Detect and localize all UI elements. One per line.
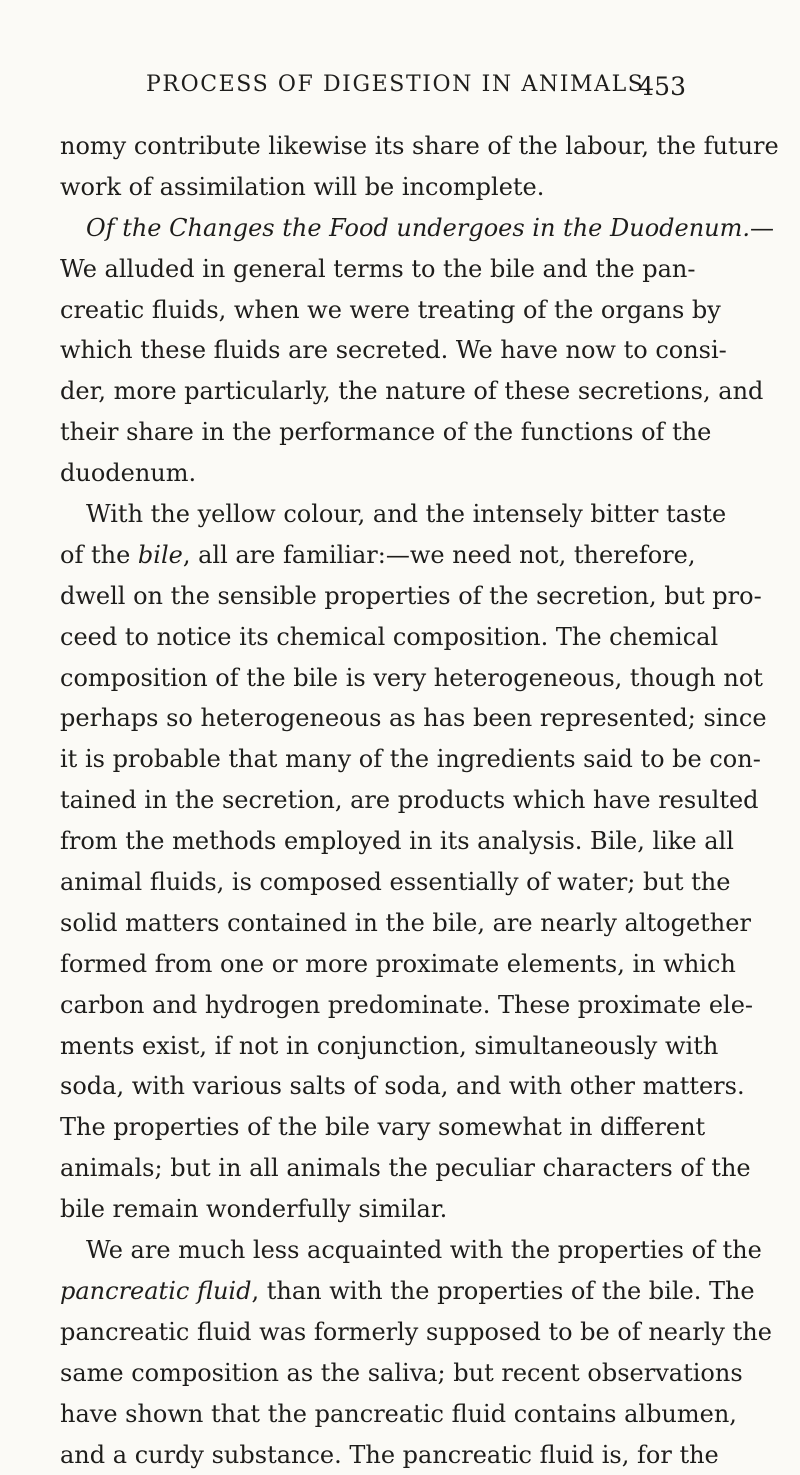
text-run: duodenum.: [60, 459, 196, 487]
text-line: [60, 1107, 685, 1148]
text-run: formed from one or more proximate elements, in which: [60, 950, 736, 978]
italic-text: bile: [138, 541, 183, 569]
text-line: [60, 535, 685, 576]
text-run: solid matters contained in the bile, are nearly altogether: [60, 909, 751, 937]
text-line: [60, 249, 685, 290]
running-head: PROCESS OF DIGESTION IN ANIMALS.: [146, 72, 652, 97]
text-line: [60, 1066, 685, 1107]
text-run: composition of the bile is very heterogeneous, though not: [60, 664, 763, 692]
text-line: [60, 167, 685, 208]
text-line: [60, 1026, 685, 1067]
text-line: [60, 1394, 685, 1435]
text-run: creatic fluids, when we were treating of the organs by: [60, 296, 721, 324]
text-run: perhaps so heterogeneous as has been represented; since: [60, 704, 767, 732]
text-line: [60, 658, 685, 699]
text-run: , than with the properties of the bile. The: [251, 1277, 754, 1305]
text-line: [60, 290, 685, 331]
text-line: [60, 1189, 685, 1230]
text-line: [60, 126, 685, 167]
text-run: ments exist, if not in conjunction, simultaneously with: [60, 1032, 718, 1060]
text-line: [60, 617, 685, 658]
text-line: [60, 1148, 685, 1189]
text-run: tained in the secretion, are products which have resulted: [60, 786, 759, 814]
text-run: bile remain wonderfully similar.: [60, 1195, 447, 1223]
text-run: same composition as the saliva; but recent observations: [60, 1359, 743, 1387]
text-run: and a curdy substance. The pancreatic fluid is, for the: [60, 1441, 719, 1469]
text-line: [60, 412, 685, 453]
text-run: from the methods employed in its analysis. Bile, like all: [60, 827, 734, 855]
text-run: dwell on the sensible properties of the secretion, but pro-: [60, 582, 762, 610]
body-text: [60, 126, 685, 1475]
text-run: their share in the performance of the functions of the: [60, 418, 711, 446]
text-line: [60, 985, 685, 1026]
text-run: ceed to notice its chemical composition. The chemical: [60, 623, 718, 651]
text-run: it is probable that many of the ingredients said to be con-: [60, 745, 761, 773]
text-line: [60, 576, 685, 617]
text-line: [60, 698, 685, 739]
text-line: [60, 1312, 685, 1353]
text-run: der, more particularly, the nature of these secretions, and: [60, 377, 763, 405]
page-number: 453: [638, 72, 686, 101]
text-run: soda, with various salts of soda, and with other matters.: [60, 1072, 745, 1100]
text-line: [60, 780, 685, 821]
text-line: [60, 371, 685, 412]
text-line: [60, 944, 685, 985]
text-run: , all are familiar:—we need not, therefore,: [183, 541, 696, 569]
text-line: [60, 903, 685, 944]
text-run: —: [750, 214, 774, 242]
italic-text: pancreatic fluid: [60, 1277, 251, 1305]
text-line: [60, 821, 685, 862]
text-line: [60, 494, 685, 535]
text-run: carbon and hydrogen predominate. These proximate ele-: [60, 991, 753, 1019]
text-line: [60, 1435, 685, 1475]
page-header: [146, 72, 686, 106]
text-run: The properties of the bile vary somewhat in different: [60, 1113, 705, 1141]
text-line: [60, 862, 685, 903]
text-run: work of assimilation will be incomplete.: [60, 173, 544, 201]
text-run: have shown that the pancreatic fluid contains albumen,: [60, 1400, 737, 1428]
text-run: pancreatic fluid was formerly supposed to be of nearly the: [60, 1318, 772, 1346]
text-run: animals; but in all animals the peculiar characters of the: [60, 1154, 751, 1182]
text-line: [60, 330, 685, 371]
text-line: [60, 1271, 685, 1312]
text-run: With the yellow colour, and the intensely bitter taste: [86, 500, 726, 528]
text-run: nomy contribute likewise its share of the labour, the future: [60, 132, 779, 160]
text-run: which these fluids are secreted. We have now to consi-: [60, 336, 727, 364]
text-run: We are much less acquainted with the properties of the: [86, 1236, 762, 1264]
text-line: [60, 739, 685, 780]
text-run: animal fluids, is composed essentially of water; but the: [60, 868, 730, 896]
text-line: [60, 453, 685, 494]
italic-text: Of the Changes the Food undergoes in the Duodenum.: [86, 214, 750, 242]
text-run: of the: [60, 541, 138, 569]
text-line: [60, 208, 685, 249]
text-line: [60, 1230, 685, 1271]
text-line: [60, 1353, 685, 1394]
text-run: We alluded in general terms to the bile and the pan-: [60, 255, 695, 283]
